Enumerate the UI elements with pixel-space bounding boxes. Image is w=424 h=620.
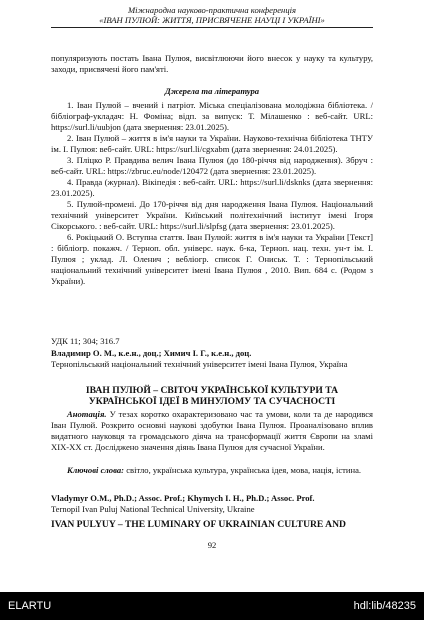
- affiliation-en: Ternopil Ivan Puluj National Technical University, Ukraine: [51, 504, 255, 514]
- reference-item: 5. Пулюй-промені. До 170-річчя від дня народження Івана Пулюя. Національний технічний університет України. Київський політехнічний інститут імені Ігоря Сікорського. : веб-сайт. URL: https://surl.li/slpfsg (дата звернення: 23.01.2025).: [51, 199, 373, 231]
- affiliation-ua: Тернопільський національний технічний університет імені Івана Пулюя, Україна: [51, 359, 348, 369]
- article-title-ua: ІВАН ПУЛЮЙ – СВІТОЧ УКРАЇНСЬКОЇ КУЛЬТУРИ ТА УКРАЇНСЬКОЇ ІДЕЇ В МИНУЛОМУ ТА СУЧАСНОСТІ: [85, 385, 339, 407]
- handle-identifier: hdl:lib/48235: [353, 600, 416, 612]
- abstract-text: У тезах коротко охарактеризовано час та умови, коли та де народився Іван Пулюй. Розкрито основні наукові здобутки Івана Пулюя. Проаналізовано вплив видатного науковця та громадського діяча на трансформації життя Європи на зламі ХІХ-ХХ ст. Досліджено значення діянь Івана Пулюя для сучасної України.: [51, 409, 373, 452]
- conference-header-line1: Міжнародна науково-практична конференція: [128, 5, 296, 15]
- reference-item: 1. Іван Пулюй – вчений і патріот. Міська спеціалізована молодіжна бібліотека. / бібліограф-укладач: Н. Фоміна; відп. за випуск: Т. Мілашенко : веб-сайт. URL: https://surl.li/uubjon (дата звернення: 23.01.2025).: [51, 100, 373, 132]
- references-list: [51, 100, 373, 287]
- reference-item: 3. Пліцко Р. Правдива велич Івана Пулюя (до 180-річчя від народження). Збруч : веб-сайт. URL: https://zbruc.eu/node/120472 (дата звернення: 23.01.2025).: [51, 155, 373, 176]
- reference-item: 2. Іван Пулюй – життя в ім'я науки та України. Науково-технічна бібліотека ТНТУ ім. І. Пулюя: веб-сайт. URL: https://surl.li/cgxabm (дата звернення: 24.01.2025).: [51, 133, 373, 154]
- repository-footer-bar: [0, 592, 424, 620]
- header-rule: [51, 27, 373, 28]
- udc-code: УДК 11; 304; 316.7: [51, 336, 120, 346]
- abstract-label: Анотація.: [67, 409, 107, 419]
- keywords-text: світло, українська культура, українська ідея, мова, нація, істина.: [124, 465, 362, 475]
- intro-paragraph: популяризують постать Івана Пулюя, висвітлюючи його внесок у науку та культуру, заходи, присвячені його пам'яті.: [51, 53, 373, 74]
- article-title-en: IVAN PULYUY – THE LUMINARY OF UKRAINIAN CULTURE AND: [51, 519, 346, 530]
- authors-ua: Владимир О. М., к.е.н., доц.; Химич І. Г., к.е.н., доц.: [51, 348, 252, 358]
- keywords-label: Ключові слова:: [67, 465, 125, 475]
- references-title: Джерела та література: [164, 86, 260, 96]
- conference-header-line2: «ІВАН ПУЛЮЙ: ЖИТТЯ, ПРИСВЯЧЕНЕ НАУЦІ І УКРАЇНІ»: [99, 15, 325, 25]
- abstract-paragraph: [51, 409, 373, 453]
- page-number: 92: [207, 540, 217, 550]
- authors-en: Vladymyr O.M., Ph.D.; Assoc. Prof.; Khymych I. H., Ph.D.; Assoc. Prof.: [51, 493, 315, 503]
- reference-item: 4. Правда (журнал). Вікіпедія : веб-сайт. URL: https://surl.li/dsknks (дата звернення: 23.01.2025).: [51, 177, 373, 198]
- repository-name: ELARTU: [8, 600, 52, 612]
- reference-item: 6. Рокіцький О. Вступна стаття. Іван Пулюй: життя в ім'я науки та України [Текст] : бібліогр. покажч. / Терноп. обл. універс. наук. б-ка, Терноп. нац. техн. ун-т ім. І. Пулюя ; уклад. Л. Оленич ; веблiогр. список Г. Ониськ. Т. : Тернопільський національний технічний університет імені Івана Пулюя , 2010. Вип. 684 с. (Родом з України).: [51, 232, 373, 286]
- keywords-paragraph: [51, 465, 373, 476]
